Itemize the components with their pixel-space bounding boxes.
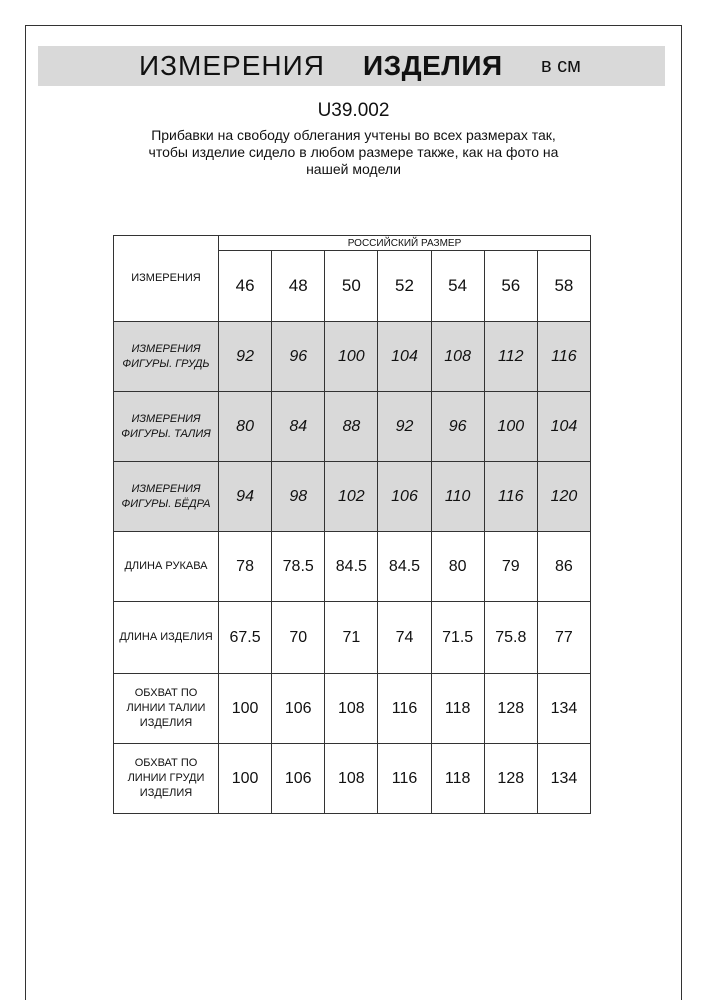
table-cell: 116 bbox=[378, 744, 431, 814]
size-chart-table bbox=[113, 235, 591, 814]
row-label: ОБХВАТ ПО ЛИНИИ ГРУДИ ИЗДЕЛИЯ bbox=[114, 744, 219, 814]
table-cell: 104 bbox=[537, 392, 590, 462]
table-cell: 88 bbox=[325, 392, 378, 462]
table-cell: 79 bbox=[484, 532, 537, 602]
table-cell: 106 bbox=[272, 744, 325, 814]
table-cell: 128 bbox=[484, 744, 537, 814]
size-header-cell: 50 bbox=[325, 251, 378, 322]
row-label: ОБХВАТ ПО ЛИНИИ ТАЛИИ ИЗДЕЛИЯ bbox=[114, 674, 219, 744]
table-row bbox=[114, 532, 591, 602]
table-cell: 100 bbox=[219, 744, 272, 814]
size-header-cell: 54 bbox=[431, 251, 484, 322]
table-cell: 71.5 bbox=[431, 602, 484, 674]
table-cell: 116 bbox=[537, 322, 590, 392]
table-cell: 71 bbox=[325, 602, 378, 674]
table-cell: 84 bbox=[272, 392, 325, 462]
table-cell: 110 bbox=[431, 462, 484, 532]
table-cell: 84.5 bbox=[325, 532, 378, 602]
table-row bbox=[114, 462, 591, 532]
row-label: ИЗМЕРЕНИЯ ФИГУРЫ. ТАЛИЯ bbox=[114, 392, 219, 462]
table-cell: 108 bbox=[431, 322, 484, 392]
size-header-cell: 48 bbox=[272, 251, 325, 322]
table-row bbox=[114, 392, 591, 462]
table-cell: 75.8 bbox=[484, 602, 537, 674]
size-header-cell: 58 bbox=[537, 251, 590, 322]
table-cell: 120 bbox=[537, 462, 590, 532]
table-body bbox=[114, 322, 591, 814]
size-header-cell: 46 bbox=[219, 251, 272, 322]
fit-note-line: чтобы изделие сидело в любом размере также, как на фото на bbox=[148, 144, 559, 160]
table-cell: 116 bbox=[484, 462, 537, 532]
table-cell: 67.5 bbox=[219, 602, 272, 674]
corner-label: ИЗМЕРЕНИЯ bbox=[114, 236, 219, 322]
size-header-cell: 56 bbox=[484, 251, 537, 322]
fit-note-line: нашей модели bbox=[306, 161, 401, 177]
row-label: ИЗМЕРЕНИЯ ФИГУРЫ. ГРУДЬ bbox=[114, 322, 219, 392]
table-cell: 96 bbox=[272, 322, 325, 392]
table-cell: 77 bbox=[537, 602, 590, 674]
table-row bbox=[114, 322, 591, 392]
table-cell: 78.5 bbox=[272, 532, 325, 602]
table-cell: 106 bbox=[272, 674, 325, 744]
table-cell: 80 bbox=[431, 532, 484, 602]
fit-note bbox=[0, 127, 707, 178]
table-row bbox=[114, 744, 591, 814]
table-cell: 134 bbox=[537, 674, 590, 744]
table-cell: 100 bbox=[325, 322, 378, 392]
size-header-cell: 52 bbox=[378, 251, 431, 322]
table-cell: 78 bbox=[219, 532, 272, 602]
table-cell: 108 bbox=[325, 744, 378, 814]
title-part-2: ИЗДЕЛИЯ bbox=[363, 50, 503, 81]
unit-label: в см bbox=[541, 55, 581, 77]
table-cell: 80 bbox=[219, 392, 272, 462]
table-row bbox=[114, 674, 591, 744]
title-banner bbox=[38, 46, 665, 86]
table-cell: 134 bbox=[537, 744, 590, 814]
russian-size-header: РОССИЙСКИЙ РАЗМЕР bbox=[219, 236, 591, 251]
table-cell: 94 bbox=[219, 462, 272, 532]
row-label: ИЗМЕРЕНИЯ ФИГУРЫ. БЁДРА bbox=[114, 462, 219, 532]
table-cell: 108 bbox=[325, 674, 378, 744]
table-cell: 118 bbox=[431, 674, 484, 744]
table-cell: 86 bbox=[537, 532, 590, 602]
table-cell: 104 bbox=[378, 322, 431, 392]
title-part-1: ИЗМЕРЕНИЯ bbox=[139, 50, 325, 81]
table-cell: 84.5 bbox=[378, 532, 431, 602]
row-label: ДЛИНА РУКАВА bbox=[114, 532, 219, 602]
fit-note-line: Прибавки на свободу облегания учтены во всех размерах так, bbox=[151, 127, 556, 143]
table-cell: 92 bbox=[219, 322, 272, 392]
table-cell: 128 bbox=[484, 674, 537, 744]
table-cell: 100 bbox=[219, 674, 272, 744]
product-code: U39.002 bbox=[317, 100, 390, 121]
table-cell: 106 bbox=[378, 462, 431, 532]
table-row bbox=[114, 602, 591, 674]
row-label: ДЛИНА ИЗДЕЛИЯ bbox=[114, 602, 219, 674]
table-cell: 74 bbox=[378, 602, 431, 674]
table-cell: 70 bbox=[272, 602, 325, 674]
table-cell: 98 bbox=[272, 462, 325, 532]
table-cell: 100 bbox=[484, 392, 537, 462]
table-cell: 112 bbox=[484, 322, 537, 392]
table-cell: 102 bbox=[325, 462, 378, 532]
table-cell: 116 bbox=[378, 674, 431, 744]
table-cell: 118 bbox=[431, 744, 484, 814]
table-cell: 92 bbox=[378, 392, 431, 462]
table-cell: 96 bbox=[431, 392, 484, 462]
